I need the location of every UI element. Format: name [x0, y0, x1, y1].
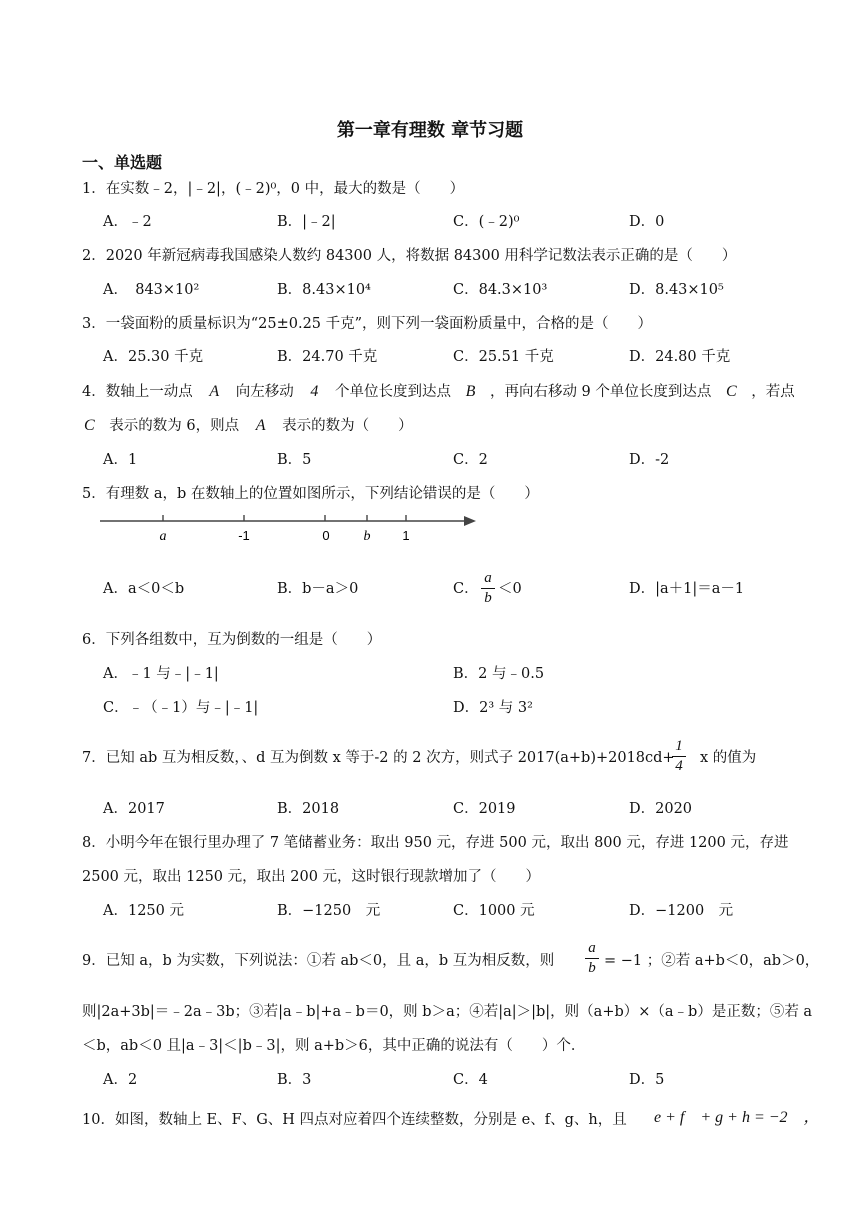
question-1-stem: 1．在实数﹣2，|﹣2|，(﹣2)⁰，0 中，最大的数是（ ） [82, 181, 465, 197]
question-8-stem-line2: 2500 元，取出 1250 元，取出 200 元，这时银行现款增加了（ ） [82, 869, 541, 885]
q4-line2-text-b: 表示的数为（ ） [282, 418, 413, 434]
question-3-option-b[interactable]: B．24.70 千克 [277, 349, 378, 365]
question-7-stem: 7．已知 ab 互为相反数，、d 互为倒数 x 等于-2 的 2 次方，则式子 2017(a+b)+2018cd+ [82, 750, 675, 766]
q4-text-c: 个单位长度到达点 [334, 384, 451, 400]
question-1-option-d[interactable]: D．0 [629, 214, 665, 230]
q4-text-e: ，若点 [751, 384, 795, 400]
question-2-stem: 2．2020 年新冠病毒我国感染人数约 84300 人，将数据 84300 用科学记数法表示正确的是（ ） [82, 248, 737, 264]
q5-frac-num: a [484, 570, 492, 586]
question-5-stem: 5．有理数 a，b 在数轴上的位置如图所示，下列结论错误的是（ ） [82, 486, 539, 502]
axis-label-b: b [363, 529, 371, 544]
q4-num-4: 4 [310, 383, 319, 400]
question-9-stem-line2: 则|2a+3b|＝﹣2a﹣3b；③若|a﹣b|+a﹣b＝0，则 b＞a；④若|a|＞|b|，则（a+b）×（a﹣b）是正数；⑤若 a [82, 1004, 813, 1020]
question-6-option-d[interactable]: D．2³ 与 3² [453, 700, 533, 716]
question-2-option-a[interactable]: A． 843×10² [103, 282, 200, 298]
question-9-option-b[interactable]: B．3 [277, 1072, 312, 1088]
question-9-option-a[interactable]: A．2 [103, 1072, 138, 1088]
number-line-arrow [464, 516, 476, 526]
question-4-option-a[interactable]: A．1 [103, 452, 138, 468]
question-5-option-c[interactable] [453, 579, 479, 599]
question-2-option-d[interactable]: D．8.43×10⁵ [629, 282, 724, 298]
question-9-option-c[interactable]: C．4 [453, 1072, 488, 1088]
question-7-option-a[interactable]: A．2017 [103, 801, 165, 817]
q7-fraction [672, 738, 686, 775]
question-1-option-c[interactable]: C．(﹣2)⁰ [453, 214, 520, 230]
question-7-option-b[interactable]: B．2018 [277, 801, 340, 817]
question-4-option-c[interactable]: C．2 [453, 452, 488, 468]
question-8-option-b[interactable]: B．−1250 元 [277, 903, 381, 919]
axis-label-minus-one: -1 [238, 528, 250, 543]
q5-option-c-fraction [481, 570, 495, 607]
q4-var-b: B [465, 383, 476, 400]
q5-option-c-tail: ＜0 [498, 581, 522, 597]
axis-label-one: 1 [402, 528, 410, 543]
question-9-stem-line1: 9．已知 a，b 为实数，下列说法：①若 ab＜0，且 a，b 互为相反数，则 [82, 953, 555, 969]
question-7-option-d[interactable]: D．2020 [629, 801, 693, 817]
question-3-stem: 3．一袋面粉的质量标识为“25±0.25 千克”，则下列一袋面粉质量中，合格的是（ ） [82, 316, 653, 332]
question-9-option-d[interactable]: D．5 [629, 1072, 665, 1088]
question-5-option-b[interactable]: B．b－a＞0 [277, 581, 359, 597]
q7-frac-num: 1 [675, 738, 683, 754]
question-10-stem: 10．如图，数轴上 E、F、G、H 四点对应着四个连续整数，分别是 e、f、g、h，且 [82, 1112, 627, 1128]
question-6-option-c[interactable]: C．﹣（﹣1）与﹣|﹣1| [103, 700, 259, 716]
question-6-option-a[interactable]: A．﹣1 与﹣|﹣1| [103, 666, 219, 682]
question-6-option-b[interactable]: B．2 与﹣0.5 [453, 666, 545, 682]
question-8-option-d[interactable]: D．−1200 元 [629, 903, 734, 919]
question-2-option-b[interactable]: B．8.43×10⁴ [277, 282, 371, 298]
question-4-option-d[interactable]: D．-2 [629, 452, 670, 468]
q9-stem-line1-tail: = −1 ；②若 a+b＜0，ab＞0， [604, 953, 820, 969]
question-8-stem-line1: 8．小明今年在银行里办理了 7 笔储蓄业务：取出 950 元，存进 500 元，取出 800 元，存进 1200 元，存进 [82, 835, 789, 851]
question-4-stem [82, 382, 795, 402]
axis-label-a: a [159, 529, 167, 544]
question-1-option-b[interactable]: B．|﹣2| [277, 214, 336, 230]
question-6-stem: 6．下列各组数中，互为倒数的一组是（ ） [82, 632, 382, 648]
question-8-option-c[interactable]: C．1000 元 [453, 903, 535, 919]
q4-line2-var-c: C [84, 417, 95, 434]
section-heading: 一、单选题 [82, 153, 163, 172]
q4-text-b: 向左移动 [235, 384, 294, 400]
q9-frac-num: a [588, 940, 596, 956]
question-5-option-d[interactable]: D．|a＋1|＝a－1 [629, 581, 745, 597]
question-3-option-c[interactable]: C．25.51 千克 [453, 349, 554, 365]
question-4-option-b[interactable]: B．5 [277, 452, 312, 468]
q9-fraction [585, 940, 599, 977]
q7-frac-den: 4 [675, 758, 683, 774]
q9-frac-den: b [588, 960, 596, 976]
axis-label-zero: 0 [322, 528, 330, 543]
question-7-option-c[interactable]: C．2019 [453, 801, 516, 817]
question-3-option-d[interactable]: D．24.80 千克 [629, 349, 731, 365]
question-9-stem-line3: ＜b，ab＜0 且|a﹣3|＜|b﹣3|，则 a+b＞6，其中正确的说法有（ ）个． [82, 1038, 586, 1054]
q4-var-c: C [726, 383, 737, 400]
q7-stem-tail: x 的值为 [700, 750, 757, 766]
question-4-stem-line2 [82, 416, 413, 436]
question-2-option-c[interactable]: C．84.3×10³ [453, 282, 548, 298]
page-title: 第一章有理数 章节习题 [336, 120, 524, 141]
q4-line2-var-a: A [255, 417, 266, 434]
number-line-figure [96, 510, 486, 550]
q5-frac-den: b [484, 590, 492, 606]
q10-expression: e + f + g + h = −2 ， [654, 1109, 820, 1126]
q4-var-a: A [209, 383, 220, 400]
q4-line2-text-a: 表示的数为 6，则点 [109, 418, 240, 434]
q4-text-d: ，再向右移动 9 个单位长度到达点 [489, 384, 712, 400]
question-1-option-a[interactable]: A．﹣2 [103, 214, 152, 230]
q4-text-a: 4．数轴上一动点 [82, 384, 193, 400]
question-3-option-a[interactable]: A．25.30 千克 [103, 349, 204, 365]
q5-option-c-label: C． [453, 581, 479, 597]
question-8-option-a[interactable]: A．1250 元 [103, 903, 184, 919]
question-5-option-a[interactable]: A．a＜0＜b [103, 581, 185, 597]
